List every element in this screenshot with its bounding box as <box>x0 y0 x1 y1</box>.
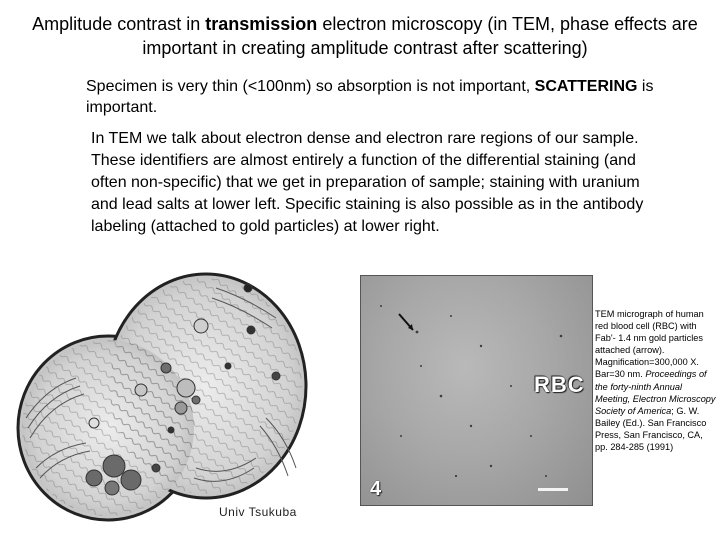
source-watermark: Univ Tsukuba <box>219 505 297 519</box>
cell-body <box>18 274 306 520</box>
paragraph-specimen-tail: is important. <box>86 78 654 116</box>
panel-number: 4 <box>370 478 382 500</box>
title-text-2: electron microscopy (in TEM, phase effects are important in creating amplitude contrast after scattering) <box>142 14 698 58</box>
rbc-label: RBC <box>534 372 585 397</box>
paragraph-tem: In TEM we talk about electron dense and electron rare regions of our sample. These identifiers are almost entirely a function of the differential staining (and often non-specific) that we get in preparation of sample; staining with uranium and lead salts at lower left. Specific staining is also possible as in the antibody labeling (attached to gold particles) at lower right. <box>91 130 644 235</box>
figure-caption <box>595 308 717 453</box>
caption-text-1: TEM micrograph of human red blood cell (RBC) with Fab'- 1.4 nm gold particles attached (arrow). Magnification=300,000 X. Bar=30 nm. <box>595 309 704 380</box>
scattering-bold: SCATTERING <box>534 78 638 95</box>
paragraph-specimen <box>86 76 686 118</box>
title-text-1: Amplitude contrast in <box>32 14 206 34</box>
stained-cell-micrograph <box>16 268 310 522</box>
caption-italic: Proceedings of the forty-ninth Annual Meeting, Electron Microscopy Society of America <box>595 369 716 416</box>
paragraph-specimen-text: Specimen is very thin (<100nm) so absorption is not important, <box>86 78 535 95</box>
slide-title <box>30 12 700 60</box>
scale-bar <box>538 488 568 491</box>
caption-text-2: ; G. W. Bailey (Ed.). San Francisco Press, San Francisco, CA, pp. 284-285 (1991) <box>595 405 707 453</box>
title-bold-word: transmission <box>205 14 318 34</box>
